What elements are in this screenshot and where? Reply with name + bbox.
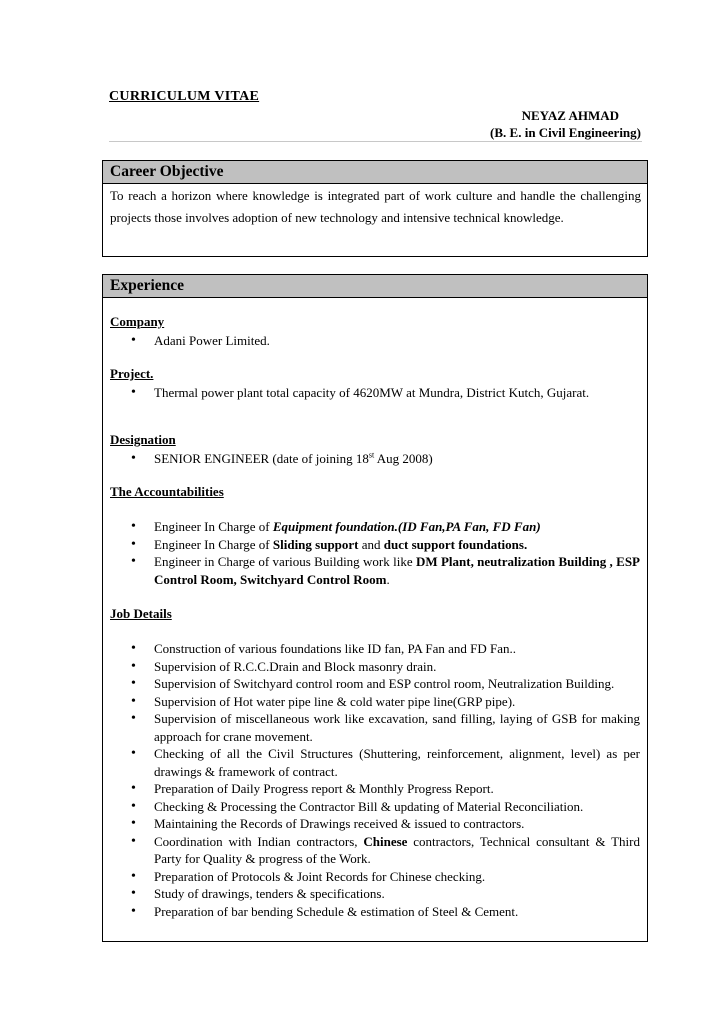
list-item xyxy=(131,536,640,554)
item-bold: DM Plant, neutralization Building , ESP Control Room, Switchyard Control Room xyxy=(154,554,640,587)
list-item: • Supervision of Hot water pipe line & cold water pipe line(GRP pipe). xyxy=(131,693,640,711)
document-title: CURRICULUM VITAE xyxy=(109,89,260,104)
company-list xyxy=(131,332,640,350)
item-text: Engineer In Charge of xyxy=(154,519,273,534)
list-item: • Supervision of R.C.C.Drain and Block masonry drain. xyxy=(131,658,640,676)
list-item: • Preparation of Protocols & Joint Records for Chinese checking. xyxy=(131,868,640,886)
job-details-label: Job Details xyxy=(110,606,172,621)
section-heading: Experience xyxy=(103,275,647,298)
list-item xyxy=(131,450,640,468)
item-bold: Chinese xyxy=(363,833,408,849)
item-text: Engineer in Charge of various Building work like xyxy=(154,554,416,569)
candidate-degree: (B. E. in Civil Engineering) xyxy=(490,125,641,140)
item-text: Engineer In Charge of xyxy=(154,536,273,552)
item-bold: duct support foundations. xyxy=(383,536,528,552)
designation-text: SENIOR ENGINEER (date of joining 18 xyxy=(154,451,369,466)
item-text: Coordination with Indian contractors, xyxy=(154,833,364,849)
item-text: contractors, Technical consultant & Third Party for Quality & progress of the Work. xyxy=(154,833,640,866)
career-objective-section xyxy=(102,160,648,257)
project-label: Project. xyxy=(110,366,154,381)
project-list xyxy=(131,384,601,402)
candidate-name: NEYAZ AHMAD xyxy=(521,108,619,123)
objective-text: To reach a horizon where knowledge is integrated part of work culture and handle the challenging projects those involves adoption of new technology and intensive technical knowledge. xyxy=(110,188,641,225)
list-item: • Study of drawings, tenders & specifications. xyxy=(131,885,640,903)
section-heading: Career Objective xyxy=(103,161,647,184)
list-item xyxy=(131,833,640,868)
designation-list xyxy=(131,450,640,468)
designation-label: Designation xyxy=(110,432,176,447)
designation-text-end: Aug 2008) xyxy=(374,451,433,466)
experience-section xyxy=(102,274,648,942)
superscript: st xyxy=(368,450,375,460)
list-item: • Adani Power Limited. xyxy=(131,332,640,350)
header-divider xyxy=(109,141,642,142)
list-item: • Checking & Processing the Contractor Bill & updating of Material Reconciliation. xyxy=(131,798,640,816)
list-item: • Preparation of bar bending Schedule & estimation of Steel & Cement. xyxy=(131,903,640,921)
list-item: • Construction of various foundations like ID fan, PA Fan and FD Fan.. xyxy=(131,640,640,658)
item-emphasis: Equipment foundation.(ID Fan,PA Fan, FD Fan) xyxy=(272,519,541,534)
list-item xyxy=(131,518,640,536)
accountabilities-list xyxy=(131,518,640,588)
company-label: Company xyxy=(110,314,165,329)
item-text: and xyxy=(358,536,384,552)
list-item: • Preparation of Daily Progress report & Monthly Progress Report. xyxy=(131,780,640,798)
accountabilities-label: The Accountabilities xyxy=(110,484,224,499)
item-text: . xyxy=(386,571,390,587)
list-item: • Thermal power plant total capacity of 4620MW at Mundra, District Kutch, Gujarat. xyxy=(131,384,601,402)
item-bold: Sliding support xyxy=(272,536,359,552)
list-item: • Maintaining the Records of Drawings received & issued to contractors. xyxy=(131,815,640,833)
list-item: • Checking of all the Civil Structures (Shuttering, reinforcement, alignment, level) as per drawings & framework of contract. xyxy=(131,745,640,780)
job-details-list xyxy=(131,640,640,920)
list-item: • Supervision of miscellaneous work like excavation, sand filling, laying of GSB for making approach for crane movement. xyxy=(131,710,640,745)
list-item: • Supervision of Switchyard control room and ESP control room, Neutralization Building. xyxy=(131,675,640,693)
list-item xyxy=(131,553,640,588)
